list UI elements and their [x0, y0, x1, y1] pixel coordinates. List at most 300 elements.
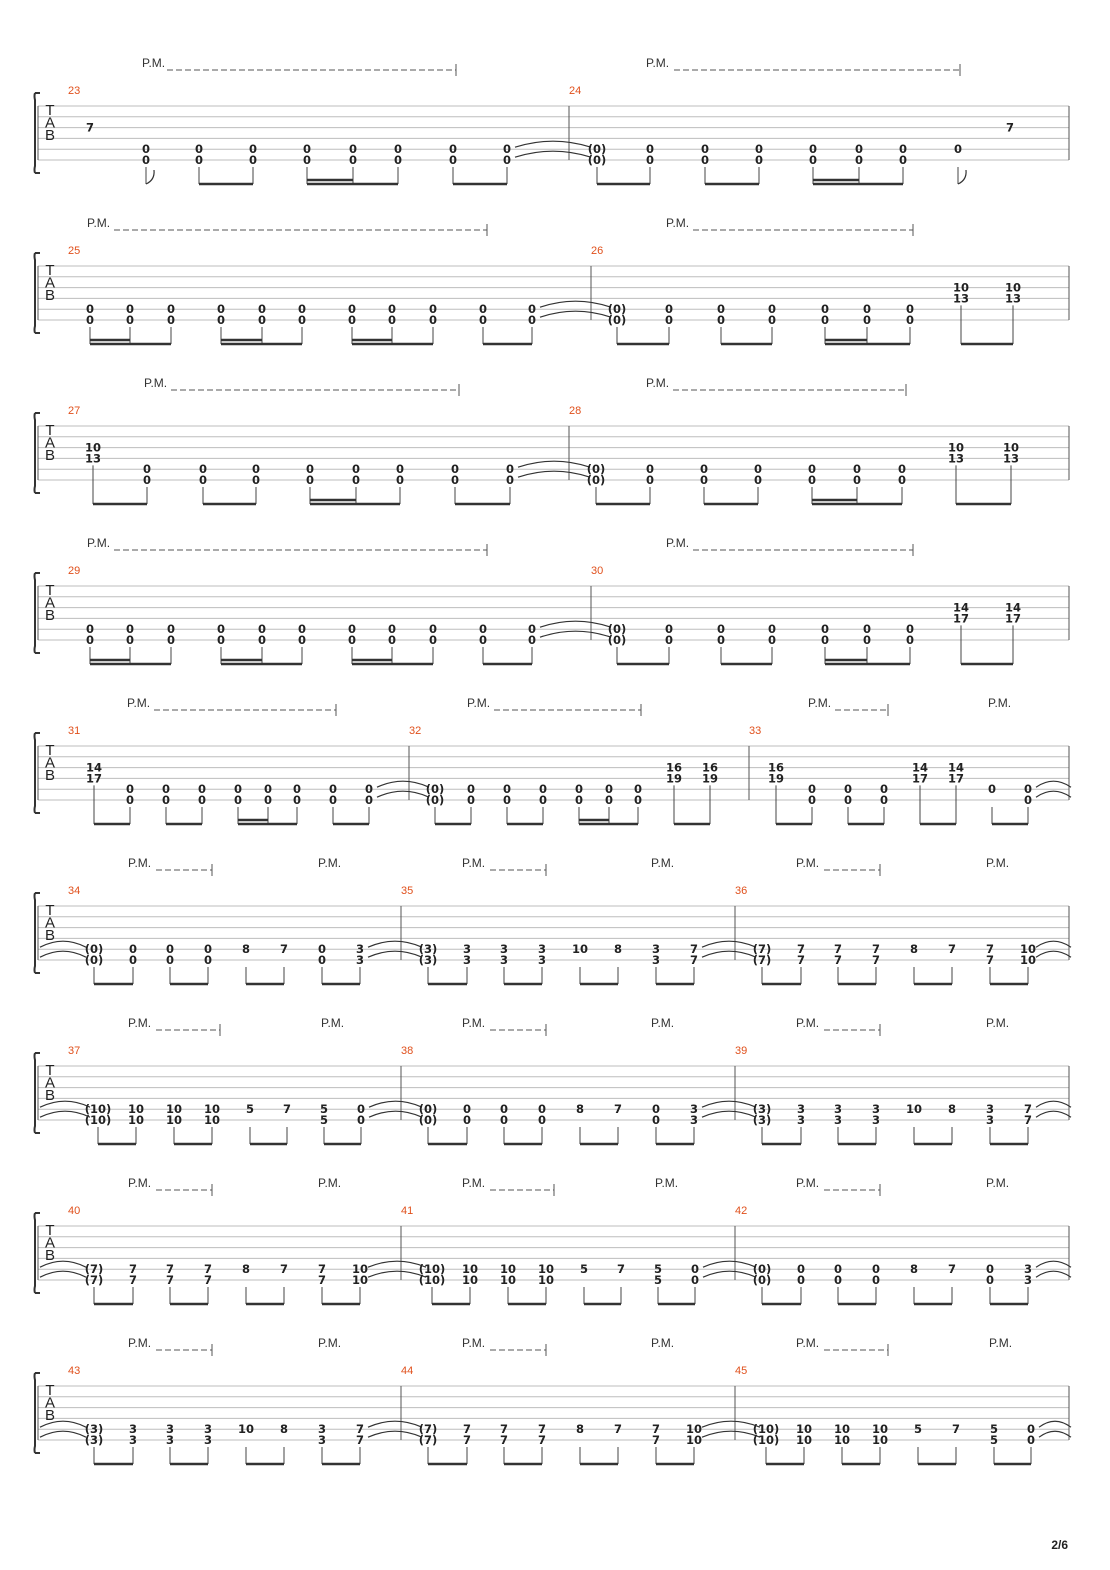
measure-32 — [409, 696, 718, 824]
tie — [40, 1111, 90, 1117]
fret-number: 13 — [947, 451, 965, 466]
fret-number: (7) — [752, 953, 772, 967]
fret-number: 0 — [393, 153, 403, 167]
palm-mute-label: P.M. — [87, 536, 111, 550]
fret-number: 0 — [716, 313, 726, 327]
tab-system — [35, 696, 1072, 824]
fret-number: 0 — [664, 633, 674, 647]
tie — [1036, 941, 1071, 947]
tie — [1036, 1261, 1071, 1267]
fret-number: 0 — [395, 462, 405, 477]
fret-number: 3 — [871, 1113, 881, 1127]
fret-number: 10 — [1019, 953, 1037, 967]
palm-mute-label: P.M. — [144, 376, 168, 390]
fret-number: 10 — [165, 1113, 183, 1127]
fret-number: 0 — [197, 782, 207, 797]
tab-clef-letter: B — [44, 127, 56, 144]
palm-mute-label: P.M. — [646, 56, 670, 70]
fret-number: 0 — [499, 1113, 509, 1127]
fret-number: 0 — [257, 313, 267, 327]
fret-number: 3 — [203, 1422, 213, 1437]
palm-mute-label: P.M. — [128, 1176, 152, 1190]
palm-mute-label: P.M. — [87, 216, 111, 230]
fret-number: 0 — [854, 153, 864, 167]
fret-number: 0 — [808, 153, 818, 167]
fret-number: 13 — [1004, 291, 1022, 306]
fret-number: 0 — [651, 1102, 661, 1117]
fret-number: 0 — [905, 313, 915, 327]
fret-number: 0 — [233, 793, 243, 807]
palm-mute-label: P.M. — [318, 1336, 342, 1350]
fret-number: 0 — [428, 302, 438, 317]
fret-number: 7 — [499, 1433, 509, 1447]
fret-number: (7) — [418, 1433, 438, 1447]
fret-number: 0 — [302, 153, 312, 167]
measure-34 — [40, 856, 422, 984]
fret-number: 0 — [478, 633, 488, 647]
palm-mute-label: P.M. — [467, 696, 491, 710]
tab-clef-letter: B — [44, 927, 56, 944]
fret-number: 0 — [527, 622, 537, 637]
tab-clef-letter: B — [44, 1407, 56, 1424]
fret-number: 0 — [348, 142, 358, 157]
fret-number: 0 — [505, 473, 515, 487]
fret-number: 0 — [348, 153, 358, 167]
tie — [377, 791, 429, 797]
tie — [368, 941, 422, 947]
tab-clef-letter: A — [44, 914, 56, 932]
fret-number: 0 — [716, 633, 726, 647]
tab-clef-letter: B — [44, 447, 56, 464]
palm-mute-label: P.M. — [321, 1016, 345, 1030]
tie — [515, 141, 591, 147]
fret-number: 7 — [462, 1422, 472, 1437]
fret-number: 0 — [466, 793, 476, 807]
tie — [40, 951, 86, 957]
tie — [368, 951, 422, 957]
palm-mute-label: P.M. — [666, 216, 690, 230]
fret-number: 8 — [241, 942, 251, 957]
fret-number: 5 — [913, 1422, 923, 1437]
fret-number: 3 — [537, 953, 547, 967]
fret-number: 3 — [689, 1102, 699, 1117]
fret-number: 0 — [905, 302, 915, 317]
fret-number: 0 — [328, 793, 338, 807]
fret-number: 0 — [85, 313, 95, 327]
system-bracket — [35, 413, 36, 493]
fret-number: 0 — [448, 142, 458, 157]
measure-40 — [40, 1176, 426, 1304]
measure-number: 23 — [68, 85, 81, 97]
fret-number: 10 — [952, 280, 970, 295]
fret-number: 0 — [645, 153, 655, 167]
palm-mute-label: P.M. — [655, 1176, 679, 1190]
palm-mute-label: P.M. — [989, 1336, 1013, 1350]
fret-number: 10 — [461, 1273, 479, 1287]
fret-number: 7 — [1023, 1102, 1033, 1117]
measure-number: 26 — [591, 245, 604, 257]
palm-mute-label: P.M. — [651, 1016, 675, 1030]
fret-number: 0 — [862, 302, 872, 317]
fret-number: 14 — [911, 760, 929, 775]
fret-number: 0 — [767, 302, 777, 317]
fret-number: 0 — [448, 153, 458, 167]
fret-number: 0 — [356, 1102, 366, 1117]
measure-31 — [68, 696, 429, 824]
measure-number: 36 — [735, 885, 748, 897]
fret-number: 0 — [664, 622, 674, 637]
fret-number: 0 — [317, 953, 327, 967]
fret-number: 10 — [537, 1262, 555, 1277]
fret-number: 0 — [505, 462, 515, 477]
fret-number: 19 — [665, 771, 683, 786]
fret-number: 7 — [537, 1433, 547, 1447]
fret-number: (7) — [84, 1273, 104, 1287]
fret-number: (0) — [425, 782, 445, 797]
tie — [369, 1111, 422, 1117]
palm-mute-label: P.M. — [462, 1176, 486, 1190]
fret-number: 0 — [796, 1273, 806, 1287]
palm-mute-label: P.M. — [462, 1016, 486, 1030]
fret-number: 0 — [125, 622, 135, 637]
fret-number: 0 — [852, 462, 862, 477]
tab-system — [35, 536, 1070, 664]
fret-number: 3 — [1023, 1273, 1033, 1287]
fret-number: 5 — [653, 1273, 663, 1287]
measure-25 — [68, 216, 611, 344]
palm-mute-label: P.M. — [986, 1176, 1010, 1190]
fret-number: 17 — [952, 611, 970, 626]
measure-30 — [591, 536, 1021, 664]
fret-number: 0 — [356, 1113, 366, 1127]
measure-number: 28 — [569, 405, 582, 417]
fret-number: 0 — [537, 1102, 547, 1117]
tab-clef-letter: B — [44, 1087, 56, 1104]
fret-number: 10 — [203, 1113, 221, 1127]
fret-number: 14 — [85, 760, 103, 775]
fret-number: 3 — [1023, 1262, 1033, 1277]
tie — [518, 471, 590, 477]
fret-number: 7 — [355, 1422, 365, 1437]
fret-number: 7 — [871, 953, 881, 967]
fret-number: 7 — [796, 953, 806, 967]
fret-number: 16 — [701, 760, 719, 775]
fret-number: (0) — [586, 473, 606, 487]
fret-number: 10 — [499, 1273, 517, 1287]
palm-mute-label: P.M. — [988, 696, 1012, 710]
fret-number: 0 — [194, 153, 204, 167]
fret-number: 0 — [700, 142, 710, 157]
fret-number: 0 — [1026, 1422, 1036, 1437]
palm-mute-label: P.M. — [318, 856, 342, 870]
fret-number: 17 — [1004, 611, 1022, 626]
tab-clef-letter: T — [45, 1382, 55, 1399]
fret-number: 0 — [387, 633, 397, 647]
fret-number: 8 — [909, 942, 919, 957]
fret-number: 10 — [871, 1433, 889, 1447]
tie — [540, 311, 611, 317]
tie — [540, 621, 611, 627]
fret-number: 0 — [466, 782, 476, 797]
fret-number: (3) — [84, 1433, 104, 1447]
fret-number: 0 — [833, 1273, 843, 1287]
fret-number: 0 — [854, 142, 864, 157]
fret-number: (3) — [418, 942, 438, 957]
fret-number: 7 — [499, 1422, 509, 1437]
tie — [703, 1261, 756, 1267]
fret-number: 10 — [795, 1433, 813, 1447]
fret-number: (10) — [752, 1422, 780, 1437]
fret-number: 0 — [141, 142, 151, 157]
tie — [1039, 1431, 1071, 1437]
fret-number: 0 — [690, 1273, 700, 1287]
tie — [540, 301, 611, 307]
fret-number: 0 — [125, 633, 135, 647]
fret-number: 0 — [645, 142, 655, 157]
tie — [368, 1431, 422, 1437]
tie — [1036, 791, 1071, 797]
fret-number: 0 — [820, 633, 830, 647]
measure-37 — [40, 1016, 422, 1144]
fret-number: 0 — [450, 462, 460, 477]
fret-number: 0 — [753, 473, 763, 487]
fret-number: 0 — [767, 313, 777, 327]
fret-number: 7 — [985, 953, 995, 967]
fret-number: (7) — [84, 1262, 104, 1277]
tie — [368, 1421, 422, 1427]
fret-number: 0 — [633, 793, 643, 807]
fret-number: 0 — [1023, 782, 1033, 797]
tie — [368, 1261, 426, 1267]
palm-mute-label: P.M. — [646, 376, 670, 390]
fret-number: 0 — [85, 633, 95, 647]
fret-number: 7 — [985, 942, 995, 957]
fret-number: 0 — [871, 1273, 881, 1287]
fret-number: 10 — [685, 1422, 703, 1437]
fret-number: 0 — [898, 153, 908, 167]
fret-number: 19 — [767, 771, 785, 786]
tie — [40, 1271, 86, 1277]
fret-number: 0 — [166, 313, 176, 327]
fret-number: 17 — [911, 771, 929, 786]
measure-number: 38 — [401, 1045, 414, 1057]
fret-number: 3 — [689, 1113, 699, 1127]
fret-number: 0 — [297, 313, 307, 327]
fret-number: 19 — [701, 771, 719, 786]
fret-number: 0 — [807, 473, 817, 487]
fret-number: 3 — [985, 1102, 995, 1117]
fret-number: 0 — [527, 302, 537, 317]
fret-number: (0) — [586, 462, 606, 477]
fret-number: 8 — [575, 1102, 585, 1117]
fret-number: 0 — [527, 633, 537, 647]
tie — [702, 1421, 760, 1427]
fret-number: 8 — [909, 1262, 919, 1277]
palm-mute-label: P.M. — [796, 1336, 820, 1350]
fret-number: 3 — [462, 953, 472, 967]
fret-number: 0 — [985, 1262, 995, 1277]
tab-clef-letter: T — [45, 582, 55, 599]
fret-number: 10 — [571, 942, 589, 957]
fret-number: 0 — [574, 782, 584, 797]
palm-mute-label: P.M. — [651, 856, 675, 870]
measure-35 — [401, 856, 756, 984]
fret-number: 0 — [1023, 793, 1033, 807]
fret-number: 3 — [985, 1113, 995, 1127]
fret-number: 0 — [538, 793, 548, 807]
tie — [703, 1271, 756, 1277]
fret-number: 0 — [651, 1113, 661, 1127]
measure-number: 24 — [569, 85, 582, 97]
fret-number: 10 — [537, 1273, 555, 1287]
fret-number: 3 — [317, 1422, 327, 1437]
fret-number: 10 — [461, 1262, 479, 1277]
tie — [1036, 1271, 1071, 1277]
fret-number: 0 — [450, 473, 460, 487]
fret-number: 0 — [351, 462, 361, 477]
fret-number: (0) — [607, 302, 627, 317]
fret-number: 7 — [279, 942, 289, 957]
measure-number: 44 — [401, 1365, 414, 1377]
tie — [702, 1101, 756, 1107]
fret-number: 0 — [347, 622, 357, 637]
fret-number: 16 — [665, 760, 683, 775]
fret-number: 10 — [1002, 440, 1020, 455]
fret-number: 0 — [297, 622, 307, 637]
fret-number: 0 — [808, 142, 818, 157]
palm-mute-label: P.M. — [651, 1336, 675, 1350]
measure-23 — [68, 56, 591, 184]
tie — [1039, 1421, 1071, 1427]
palm-mute-label: P.M. — [128, 1336, 152, 1350]
fret-number: 0 — [305, 473, 315, 487]
fret-number: 0 — [142, 473, 152, 487]
system-bracket — [35, 573, 36, 653]
fret-number: 0 — [161, 782, 171, 797]
fret-number: 3 — [871, 1102, 881, 1117]
fret-number: 3 — [128, 1422, 138, 1437]
fret-number: (7) — [418, 1422, 438, 1437]
system-bracket — [35, 1213, 36, 1293]
fret-number: 14 — [947, 760, 965, 775]
fret-number: 0 — [297, 302, 307, 317]
tab-clef-letter: T — [45, 902, 55, 919]
fret-number: 8 — [241, 1262, 251, 1277]
fret-number: 0 — [898, 142, 908, 157]
tab-clef-letter: B — [44, 767, 56, 784]
fret-number: 10 — [905, 1102, 923, 1117]
fret-number: 0 — [216, 622, 226, 637]
fret-number: 0 — [862, 633, 872, 647]
fret-number: (10) — [84, 1113, 112, 1127]
fret-number: 7 — [947, 1262, 957, 1277]
fret-number: 0 — [292, 782, 302, 797]
fret-number: 7 — [689, 942, 699, 957]
fret-number: 0 — [351, 473, 361, 487]
measure-number: 33 — [749, 725, 762, 737]
tie — [368, 1271, 426, 1277]
fret-number: 0 — [807, 462, 817, 477]
palm-mute-label: P.M. — [666, 536, 690, 550]
tab-clef-letter: T — [45, 742, 55, 759]
fret-number: (10) — [752, 1433, 780, 1447]
fret-number: 0 — [502, 142, 512, 157]
system-bracket — [35, 1053, 36, 1133]
fret-number: 10 — [203, 1102, 221, 1117]
fret-number: 13 — [84, 451, 102, 466]
fret-number: 0 — [292, 793, 302, 807]
fret-number: 10 — [499, 1262, 517, 1277]
tab-clef-letter: A — [44, 434, 56, 452]
fret-number: 3 — [651, 942, 661, 957]
fret-number: (0) — [84, 953, 104, 967]
fret-number: 3 — [537, 942, 547, 957]
fret-number: 0 — [1026, 1433, 1036, 1447]
fret-number: 0 — [347, 313, 357, 327]
fret-number: 0 — [527, 313, 537, 327]
fret-number: 7 — [537, 1422, 547, 1437]
palm-mute-label: P.M. — [462, 1336, 486, 1350]
fret-number: 0 — [604, 793, 614, 807]
fret-number: 3 — [796, 1113, 806, 1127]
fret-number: (0) — [84, 942, 104, 957]
fret-number: 16 — [767, 760, 785, 775]
fret-number: (3) — [752, 1102, 772, 1117]
fret-number: 7 — [833, 942, 843, 957]
tab-clef-letter: A — [44, 114, 56, 132]
fret-number: 0 — [843, 793, 853, 807]
fret-number: 0 — [645, 473, 655, 487]
tab-system — [35, 1016, 1072, 1144]
fret-number: (10) — [418, 1273, 446, 1287]
fret-number: 0 — [767, 622, 777, 637]
tab-clef-letter: A — [44, 1234, 56, 1252]
tab-clef-letter: A — [44, 1394, 56, 1412]
fret-number: 0 — [645, 462, 655, 477]
fret-number: 7 — [462, 1433, 472, 1447]
fret-number: 0 — [198, 462, 208, 477]
fret-number: 5 — [989, 1422, 999, 1437]
fret-number: 7 — [317, 1273, 327, 1287]
fret-number: 0 — [251, 462, 261, 477]
fret-number: 0 — [905, 633, 915, 647]
measure-41 — [401, 1176, 756, 1304]
fret-number: (10) — [84, 1102, 112, 1117]
fret-number: 0 — [478, 313, 488, 327]
tie — [702, 1111, 756, 1117]
fret-number: (0) — [607, 313, 627, 327]
tab-clef-letter: B — [44, 607, 56, 624]
palm-mute-label: P.M. — [986, 1016, 1010, 1030]
fret-number: 0 — [128, 942, 138, 957]
fret-number: 0 — [879, 782, 889, 797]
measure-number: 34 — [68, 885, 81, 897]
measure-number: 45 — [735, 1365, 748, 1377]
fret-number: 0 — [574, 793, 584, 807]
fret-number: 10 — [871, 1422, 889, 1437]
palm-mute-label: P.M. — [128, 1016, 152, 1030]
fret-number: 3 — [165, 1433, 175, 1447]
fret-number: 10 — [795, 1422, 813, 1437]
tie — [515, 151, 591, 157]
measure-36 — [735, 856, 1071, 984]
fret-number: 0 — [905, 622, 915, 637]
fret-number: 3 — [499, 942, 509, 957]
fret-number: (0) — [587, 142, 607, 157]
fret-number: 0 — [364, 782, 374, 797]
fret-number: 0 — [664, 313, 674, 327]
fret-number: 0 — [166, 633, 176, 647]
